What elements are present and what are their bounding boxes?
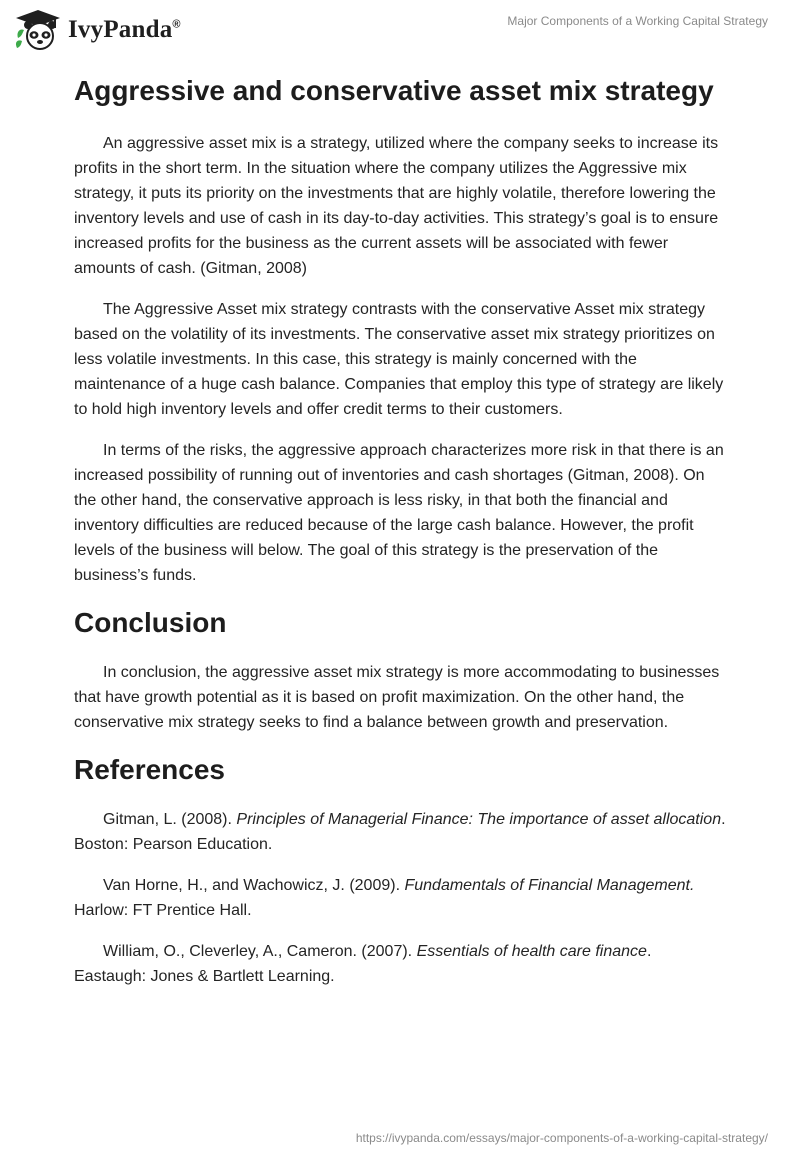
source-url[interactable]: https://ivypanda.com/essays/major-components-of-a-working-capital-strategy/ xyxy=(355,1131,768,1145)
brand-logo[interactable] xyxy=(14,8,181,52)
panda-graduate-icon xyxy=(14,8,62,52)
reference-item: Gitman, L. (2008). Principles of Managerial Finance: The importance of asset allocation. Boston: Pearson Education. xyxy=(74,811,726,853)
reference-title: Fundamentals of Financial Management. xyxy=(404,877,695,894)
brand-name: IvyPanda® xyxy=(68,16,181,43)
reference-item: William, O., Cleverley, A., Cameron. (2007). Essentials of health care finance. Eastaugh: Jones & Bartlett Learning. xyxy=(74,943,652,985)
section-heading-asset-mix: Aggressive and conservative asset mix strategy xyxy=(74,75,714,106)
section-heading-references: References xyxy=(74,754,225,785)
page-header xyxy=(0,0,800,62)
reference-item: Van Horne, H., and Wachowicz, J. (2009). Fundamentals of Financial Management. Harlow: FT Prentice Hall. xyxy=(74,877,695,919)
document-title: Major Components of a Working Capital Strategy xyxy=(507,14,768,28)
reference-title: Principles of Managerial Finance: The importance of asset allocation xyxy=(236,811,722,828)
section-heading-conclusion: Conclusion xyxy=(74,607,227,638)
paragraph: An aggressive asset mix is a strategy, utilized where the company seeks to increase its profits in the short term. In the situation where the company utilizes the Aggressive mix strategy, it puts its priority on the investments that are highly volatile, therefore lowering the inventory levels and use of cash in its day-to-day activities. This strategy’s goal is to ensure increased profits for the business as the current assets will be associated with fewer amounts of cash. (Gitman, 2008) xyxy=(74,135,719,277)
article-body xyxy=(74,72,726,1005)
paragraph: In conclusion, the aggressive asset mix strategy is more accommodating to businesses that have growth potential as it is based on profit maximization. On the other hand, the conservative mix strategy seeks to find a balance between growth and preservation. xyxy=(74,664,720,731)
paragraph: The Aggressive Asset mix strategy contrasts with the conservative Asset mix strategy based on the volatility of its investments. The conservative asset mix strategy prioritizes on less volatile investments. In this case, this strategy is mainly concerned with the maintenance of a huge cash balance. Companies that employ this type of strategy are likely to hold high inventory levels and offer credit terms to their customers. xyxy=(74,301,724,418)
paragraph: In terms of the risks, the aggressive approach characterizes more risk in that there is an increased possibility of running out of inventories and cash shortages (Gitman, 2008). On the other hand, the conservative approach is less risky, in that both the financial and inventory difficulties are reduced because of the large cash balance. However, the profit levels of the business will below. The goal of this strategy is the preservation of the business’s funds. xyxy=(74,442,724,584)
registered-mark: ® xyxy=(172,18,181,31)
reference-title: Essentials of health care finance xyxy=(416,943,647,960)
